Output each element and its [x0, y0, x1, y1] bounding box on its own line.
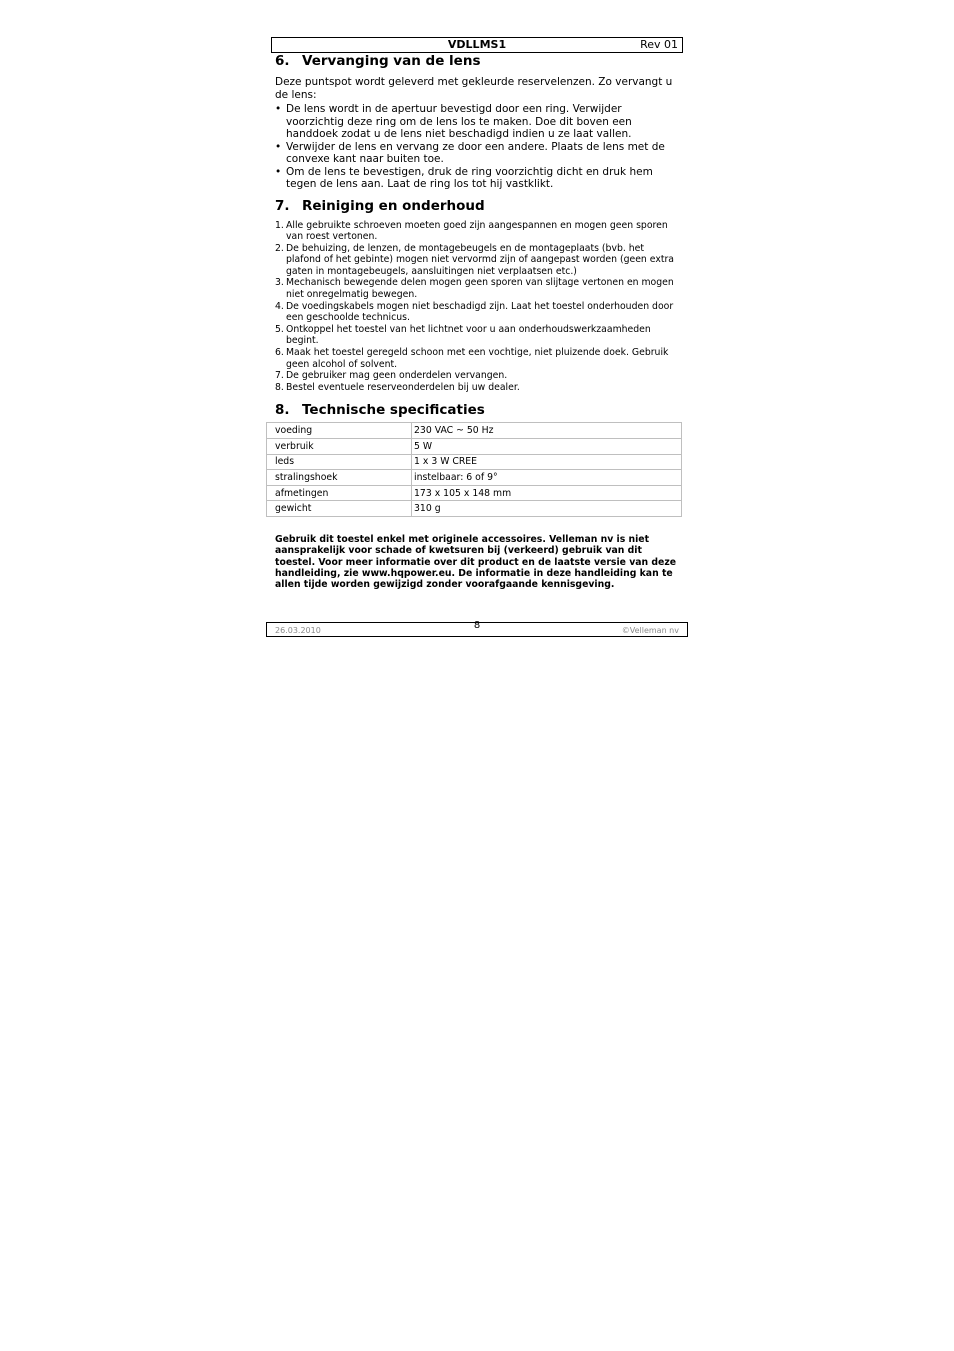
table-row: gewicht 310 g: [267, 501, 682, 517]
list-item: 1. Alle gebruikte schroeven moeten goed zijn aangespannen en mogen geen sporen van roest vertonen.: [275, 219, 668, 243]
revision-label: Rev 01: [640, 38, 678, 51]
page-footer: [266, 622, 688, 637]
list-item: 4. De voedingskabels mogen niet beschadigd zijn. Laat het toestel onderhouden door een geschoolde technicus.: [275, 300, 674, 324]
model-number: VDLLMS1: [447, 38, 507, 51]
list-item: 5. Ontkoppel het toestel van het lichtnet voor u aan onderhoudswerkzaamheden begint.: [275, 323, 651, 347]
list-item: 7. De gebruiker mag geen onderdelen vervangen.: [275, 370, 508, 382]
table-row: afmetingen 173 x 105 x 148 mm: [267, 485, 682, 501]
footer-date: 26.03.2010: [275, 626, 321, 635]
lens-replacement-list: [275, 103, 680, 191]
list-item: • Verwijder de lens en vervang ze door een andere. Plaats de lens met de convexe kant naar buiten toe.: [275, 141, 680, 166]
section-title: Reiniging en onderhoud: [302, 197, 485, 214]
section-number: 8.: [275, 402, 290, 419]
list-item: 2. De behuizing, de lenzen, de montagebeugels en de montageplaats (bvb. het plafond of het gebinte) mogen niet vervormd zijn of aangepast worden (geen extra gaten in montagebeugels, aansluitingen niet verplaatsen etc.): [275, 242, 674, 277]
section-title: Vervanging van de lens: [302, 53, 481, 69]
specifications-table: [266, 422, 682, 517]
list-item: 6. Maak het toestel geregeld schoon met een vochtige, niet pluizende doek. Gebruik geen alcohol of solvent.: [275, 347, 669, 370]
list-item: 8. Bestel eventuele reserveonderdelen bij uw dealer.: [275, 381, 520, 393]
list-item: • Om de lens te bevestigen, druk de ring voorzichtig dicht en druk hem tegen de lens aan. Laat de ring los tot hij vastklikt.: [275, 166, 680, 191]
page-content: [275, 52, 680, 590]
legal-notice: Gebruik dit toestel enkel met originele accessoires. Velleman nv is niet aansprakelijk voor schade of kwetsuren bij (verkeerd) gebruik van dit toestel. Voor meer informatie over dit product en de laatste versie van deze handleiding, zie www.hqpower.eu. De informatie in deze handleiding kan te allen tijde worden gewijzigd zonder voorafgaande kennisgeving.: [275, 533, 677, 591]
table-row: verbruik 5 W: [267, 439, 682, 455]
section-7-heading: [275, 197, 680, 215]
footer-copyright: ©Velleman nv: [621, 626, 679, 635]
section-8-heading: [275, 401, 680, 419]
table-row: stralingshoek instelbaar: 6 of 9°: [267, 470, 682, 486]
section-6-heading: [275, 52, 680, 70]
section-6-intro: Deze puntspot wordt geleverd met gekleurde reservelenzen. Zo vervangt u de lens:: [275, 76, 673, 101]
table-row: voeding 230 VAC ~ 50 Hz: [267, 423, 682, 439]
section-title: Technische specificaties: [302, 402, 485, 419]
section-number: 6.: [275, 53, 290, 69]
maintenance-list: [275, 220, 680, 394]
page-number: 8: [473, 620, 481, 631]
section-number: 7.: [275, 197, 290, 214]
table-row: leds 1 x 3 W CREE: [267, 454, 682, 470]
list-item: 3. Mechanisch bewegende delen mogen geen sporen van slijtage vertonen en mogen niet onregelmatig bewegen.: [275, 277, 674, 301]
page-header: [271, 37, 683, 53]
list-item: • De lens wordt in de apertuur bevestigd door een ring. Verwijder voorzichtig deze ring om de lens los te maken. Doe dit boven een handdoek zodat u de lens niet beschadigd indien u ze laat vallen.: [275, 103, 680, 141]
